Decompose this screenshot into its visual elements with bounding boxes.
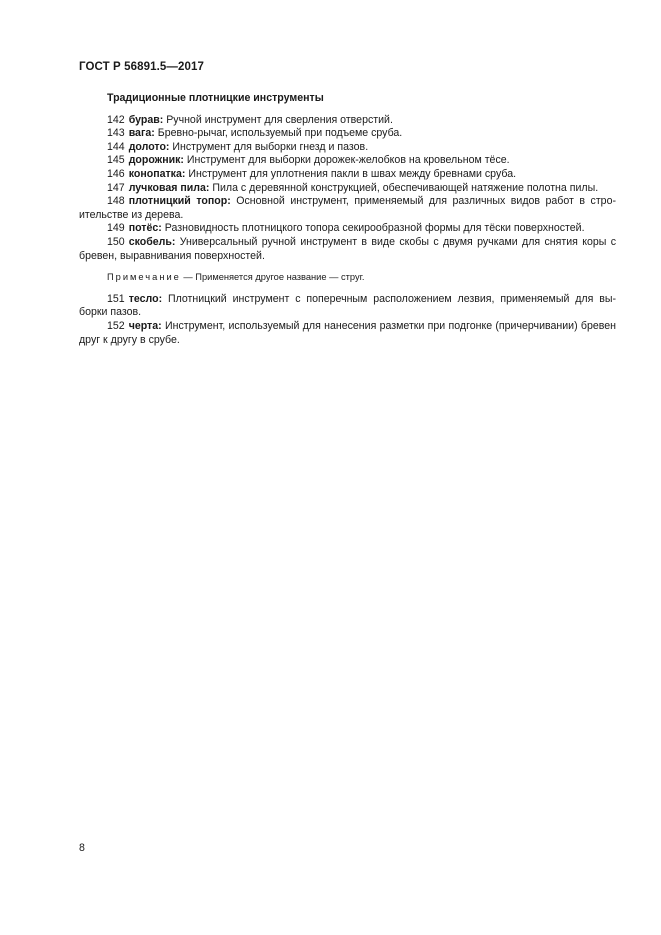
term-number: 148 <box>107 195 125 208</box>
term-definition: Инструмент для уплотнения пакли в швах между бревнами сруба. <box>188 167 517 180</box>
term-definition: Ручной инструмент для сверления отверстий. <box>166 113 393 126</box>
term-number: 143 <box>107 127 125 140</box>
term-definition: Инструмент для выборки гнезд и пазов. <box>172 140 369 153</box>
section-title: Традиционные плотницкие инструменты <box>107 92 324 104</box>
term-definition: Универсальный ручной инструмент в виде скобы с двумя ручками для снятия коры с бревен, выравнивания поверхностей. <box>79 235 616 262</box>
term-name: бурав: <box>128 113 164 126</box>
term-number: 142 <box>107 113 125 126</box>
term-entry <box>79 236 616 263</box>
term-name: лучковая пила: <box>128 181 210 194</box>
term-definition: Инструмент, используемый для нанесения разметки при подгонке (причерчивании) бревен друг к другу в срубе. <box>79 319 616 346</box>
term-entry <box>79 195 616 222</box>
term-name: долото: <box>128 140 170 153</box>
term-name: плотницкий топор: <box>128 195 231 208</box>
note <box>79 271 616 285</box>
term-definition: Бревно-рычаг, используемый при подъеме сруба. <box>157 127 403 140</box>
document-body <box>79 92 616 347</box>
term-entry <box>79 168 616 182</box>
term-name: вага: <box>128 127 155 140</box>
page-number: 8 <box>79 842 85 854</box>
term-name: конопатка: <box>128 167 186 180</box>
term-name: тесло: <box>128 292 163 305</box>
term-entry <box>79 114 616 128</box>
term-entry <box>79 222 616 236</box>
standard-header: ГОСТ Р 56891.5—2017 <box>79 61 204 73</box>
term-entry <box>79 320 616 347</box>
term-definition: Плотницкий инструмент с поперечным расположением лезвия, применяемый для вы-борки пазов. <box>79 292 616 319</box>
note-label: Примечание <box>107 272 181 283</box>
term-definition: Основной инструмент, применяемый для различных видов работ в стро-ительстве из дерева. <box>79 195 616 221</box>
term-entry <box>79 154 616 168</box>
term-list-a <box>79 114 616 264</box>
term-name: черта: <box>128 319 162 332</box>
term-number: 147 <box>107 181 125 194</box>
term-number: 149 <box>107 222 125 235</box>
note-text: — Применяется другое название — струг. <box>180 272 365 283</box>
term-number: 144 <box>107 140 125 153</box>
term-entry <box>79 182 616 196</box>
term-number: 150 <box>107 235 125 248</box>
term-number: 146 <box>107 167 125 180</box>
term-definition: Разновидность плотницкого топора секирообразной формы для тёски поверхностей. <box>164 222 585 235</box>
term-name: потёс: <box>128 222 162 235</box>
term-number: 152 <box>107 319 125 332</box>
term-definition: Инструмент для выборки дорожек-желобков на кровельном тёсе. <box>186 154 510 167</box>
term-name: скобель: <box>128 235 176 248</box>
term-entry <box>79 141 616 155</box>
term-number: 145 <box>107 154 125 167</box>
term-name: дорожник: <box>128 154 184 167</box>
term-number: 151 <box>107 292 125 305</box>
term-definition: Пила с деревянной конструкцией, обеспечивающей натяжение полотна пилы. <box>212 181 599 194</box>
term-list-b <box>79 293 616 347</box>
term-entry <box>79 293 616 320</box>
term-entry <box>79 127 616 141</box>
